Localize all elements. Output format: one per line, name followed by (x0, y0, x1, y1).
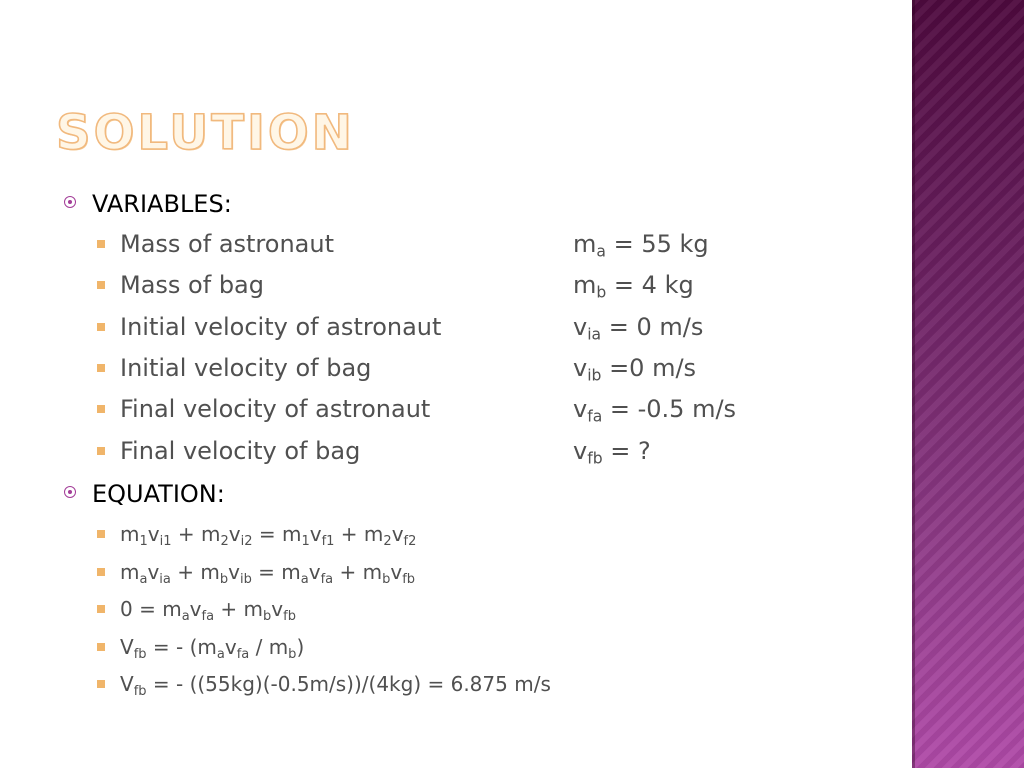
equation-term: v (228, 522, 241, 546)
equation-term: m (120, 559, 140, 584)
equation-term: m (120, 522, 140, 546)
orange-square-bullet-icon (97, 281, 105, 289)
equation-subscript: b (263, 608, 272, 624)
variable-symbol: v (573, 436, 588, 465)
equation-subscript: fa (320, 571, 334, 587)
equation-term: = - (m (146, 634, 217, 659)
variable-subscript: fa (587, 407, 603, 426)
equation-subscript: ia (159, 571, 171, 587)
equation-term: v (147, 522, 160, 546)
equation-term: = - ((55kg)(-0.5m/s))/(4kg) = 6.875 m/s (146, 672, 551, 696)
equation-heading: EQUATION: (92, 480, 225, 508)
variable-value (573, 353, 696, 383)
equation-subscript: 2 (220, 533, 229, 549)
equation-subscript: a (139, 571, 148, 587)
equation-subscript: fa (201, 608, 215, 624)
variable-subscript: ia (587, 325, 602, 344)
equation-subscript: i1 (159, 533, 172, 549)
equation-subscript: 1 (139, 533, 148, 549)
equation-subscript: 2 (383, 533, 392, 549)
equation-subscript: a (300, 571, 309, 587)
variable-label: Initial velocity of astronaut (120, 312, 442, 341)
orange-square-bullet-icon (97, 323, 105, 331)
variable-value (573, 394, 736, 424)
orange-square-bullet-icon (97, 447, 105, 455)
equation-subscript: f2 (403, 533, 417, 549)
orange-square-bullet-icon (97, 643, 105, 651)
equation-term: v (228, 559, 240, 584)
equation-term: v (189, 597, 202, 621)
variable-subscript: fb (587, 449, 603, 468)
equation-term: / m (249, 634, 289, 659)
variable-subscript: b (596, 283, 607, 302)
equation-text (120, 634, 304, 660)
variable-label: Mass of astronaut (120, 230, 334, 258)
equation-subscript: f1 (321, 533, 335, 549)
equation-subscript: fb (283, 608, 296, 624)
equation-text (120, 559, 415, 585)
equation-subscript: b (219, 571, 229, 587)
variable-symbol: v (573, 395, 588, 424)
variable-symbol: m (573, 271, 597, 300)
equation-term: = m (251, 559, 301, 584)
equation-term: + m (333, 559, 383, 584)
side-band-edge (912, 0, 915, 768)
equation-term: = m (252, 522, 302, 546)
equation-subscript: fb (402, 571, 416, 587)
equation-term: + m (334, 522, 384, 546)
equation-subscript: ib (239, 571, 252, 587)
variable-label: Mass of bag (120, 271, 264, 300)
orange-square-bullet-icon (97, 405, 105, 413)
equation-term: V (120, 672, 134, 696)
equation-subscript: fa (236, 646, 250, 662)
decorative-side-band (912, 0, 1024, 768)
equation-text (120, 671, 551, 697)
equation-subscript: b (288, 646, 297, 662)
equation-term: v (390, 559, 403, 584)
variable-label: Final velocity of bag (120, 436, 361, 465)
variable-symbol: v (573, 312, 588, 341)
variable-amount: = 55 kg (605, 230, 709, 258)
equation-subscript: i2 (240, 533, 253, 549)
circle-dot-bullet-icon (64, 196, 76, 208)
equation-subscript: a (181, 608, 190, 624)
variable-value (573, 436, 651, 466)
variable-value (573, 229, 709, 259)
orange-square-bullet-icon (97, 568, 105, 576)
equation-term: v (308, 559, 321, 584)
equation-term: v (309, 522, 322, 546)
equation-text (120, 596, 296, 622)
equation-subscript: b (382, 571, 391, 587)
variable-amount: = 4 kg (606, 271, 694, 300)
variables-heading: VARIABLES: (92, 190, 232, 218)
equation-term: v (271, 597, 284, 621)
side-band-texture (912, 0, 1024, 768)
equation-subscript: fb (133, 646, 147, 662)
equation-term: + m (170, 559, 220, 584)
equation-term: V (120, 634, 134, 659)
equation-term: + m (214, 597, 264, 621)
orange-square-bullet-icon (97, 605, 105, 613)
variable-value (573, 270, 694, 300)
equation-term: ) (296, 634, 305, 659)
variable-label: Initial velocity of bag (120, 353, 372, 382)
variable-amount: =0 m/s (601, 353, 697, 382)
slide-title: SOLUTION (56, 105, 355, 161)
circle-dot-bullet-icon (64, 486, 76, 498)
variable-symbol: m (573, 230, 597, 258)
equation-term: v (391, 522, 404, 546)
orange-square-bullet-icon (97, 680, 105, 688)
orange-square-bullet-icon (97, 240, 105, 248)
variable-subscript: ib (587, 366, 602, 385)
orange-square-bullet-icon (97, 364, 105, 372)
equation-term: v (224, 634, 237, 659)
equation-subscript: 1 (301, 533, 310, 549)
equation-term: + m (171, 522, 221, 546)
equation-term: v (147, 559, 160, 584)
variable-label: Final velocity of astronaut (120, 395, 431, 424)
equation-term: 0 = m (120, 597, 182, 621)
orange-square-bullet-icon (97, 530, 105, 538)
variable-amount: = -0.5 m/s (602, 395, 737, 424)
variable-symbol: v (573, 353, 588, 382)
variable-amount: = 0 m/s (601, 312, 704, 341)
equation-subscript: a (216, 646, 225, 662)
variable-value (573, 312, 703, 342)
variable-subscript: a (596, 242, 606, 261)
equation-text (120, 521, 416, 547)
equation-subscript: fb (133, 683, 147, 699)
variable-amount: = ? (602, 436, 651, 465)
